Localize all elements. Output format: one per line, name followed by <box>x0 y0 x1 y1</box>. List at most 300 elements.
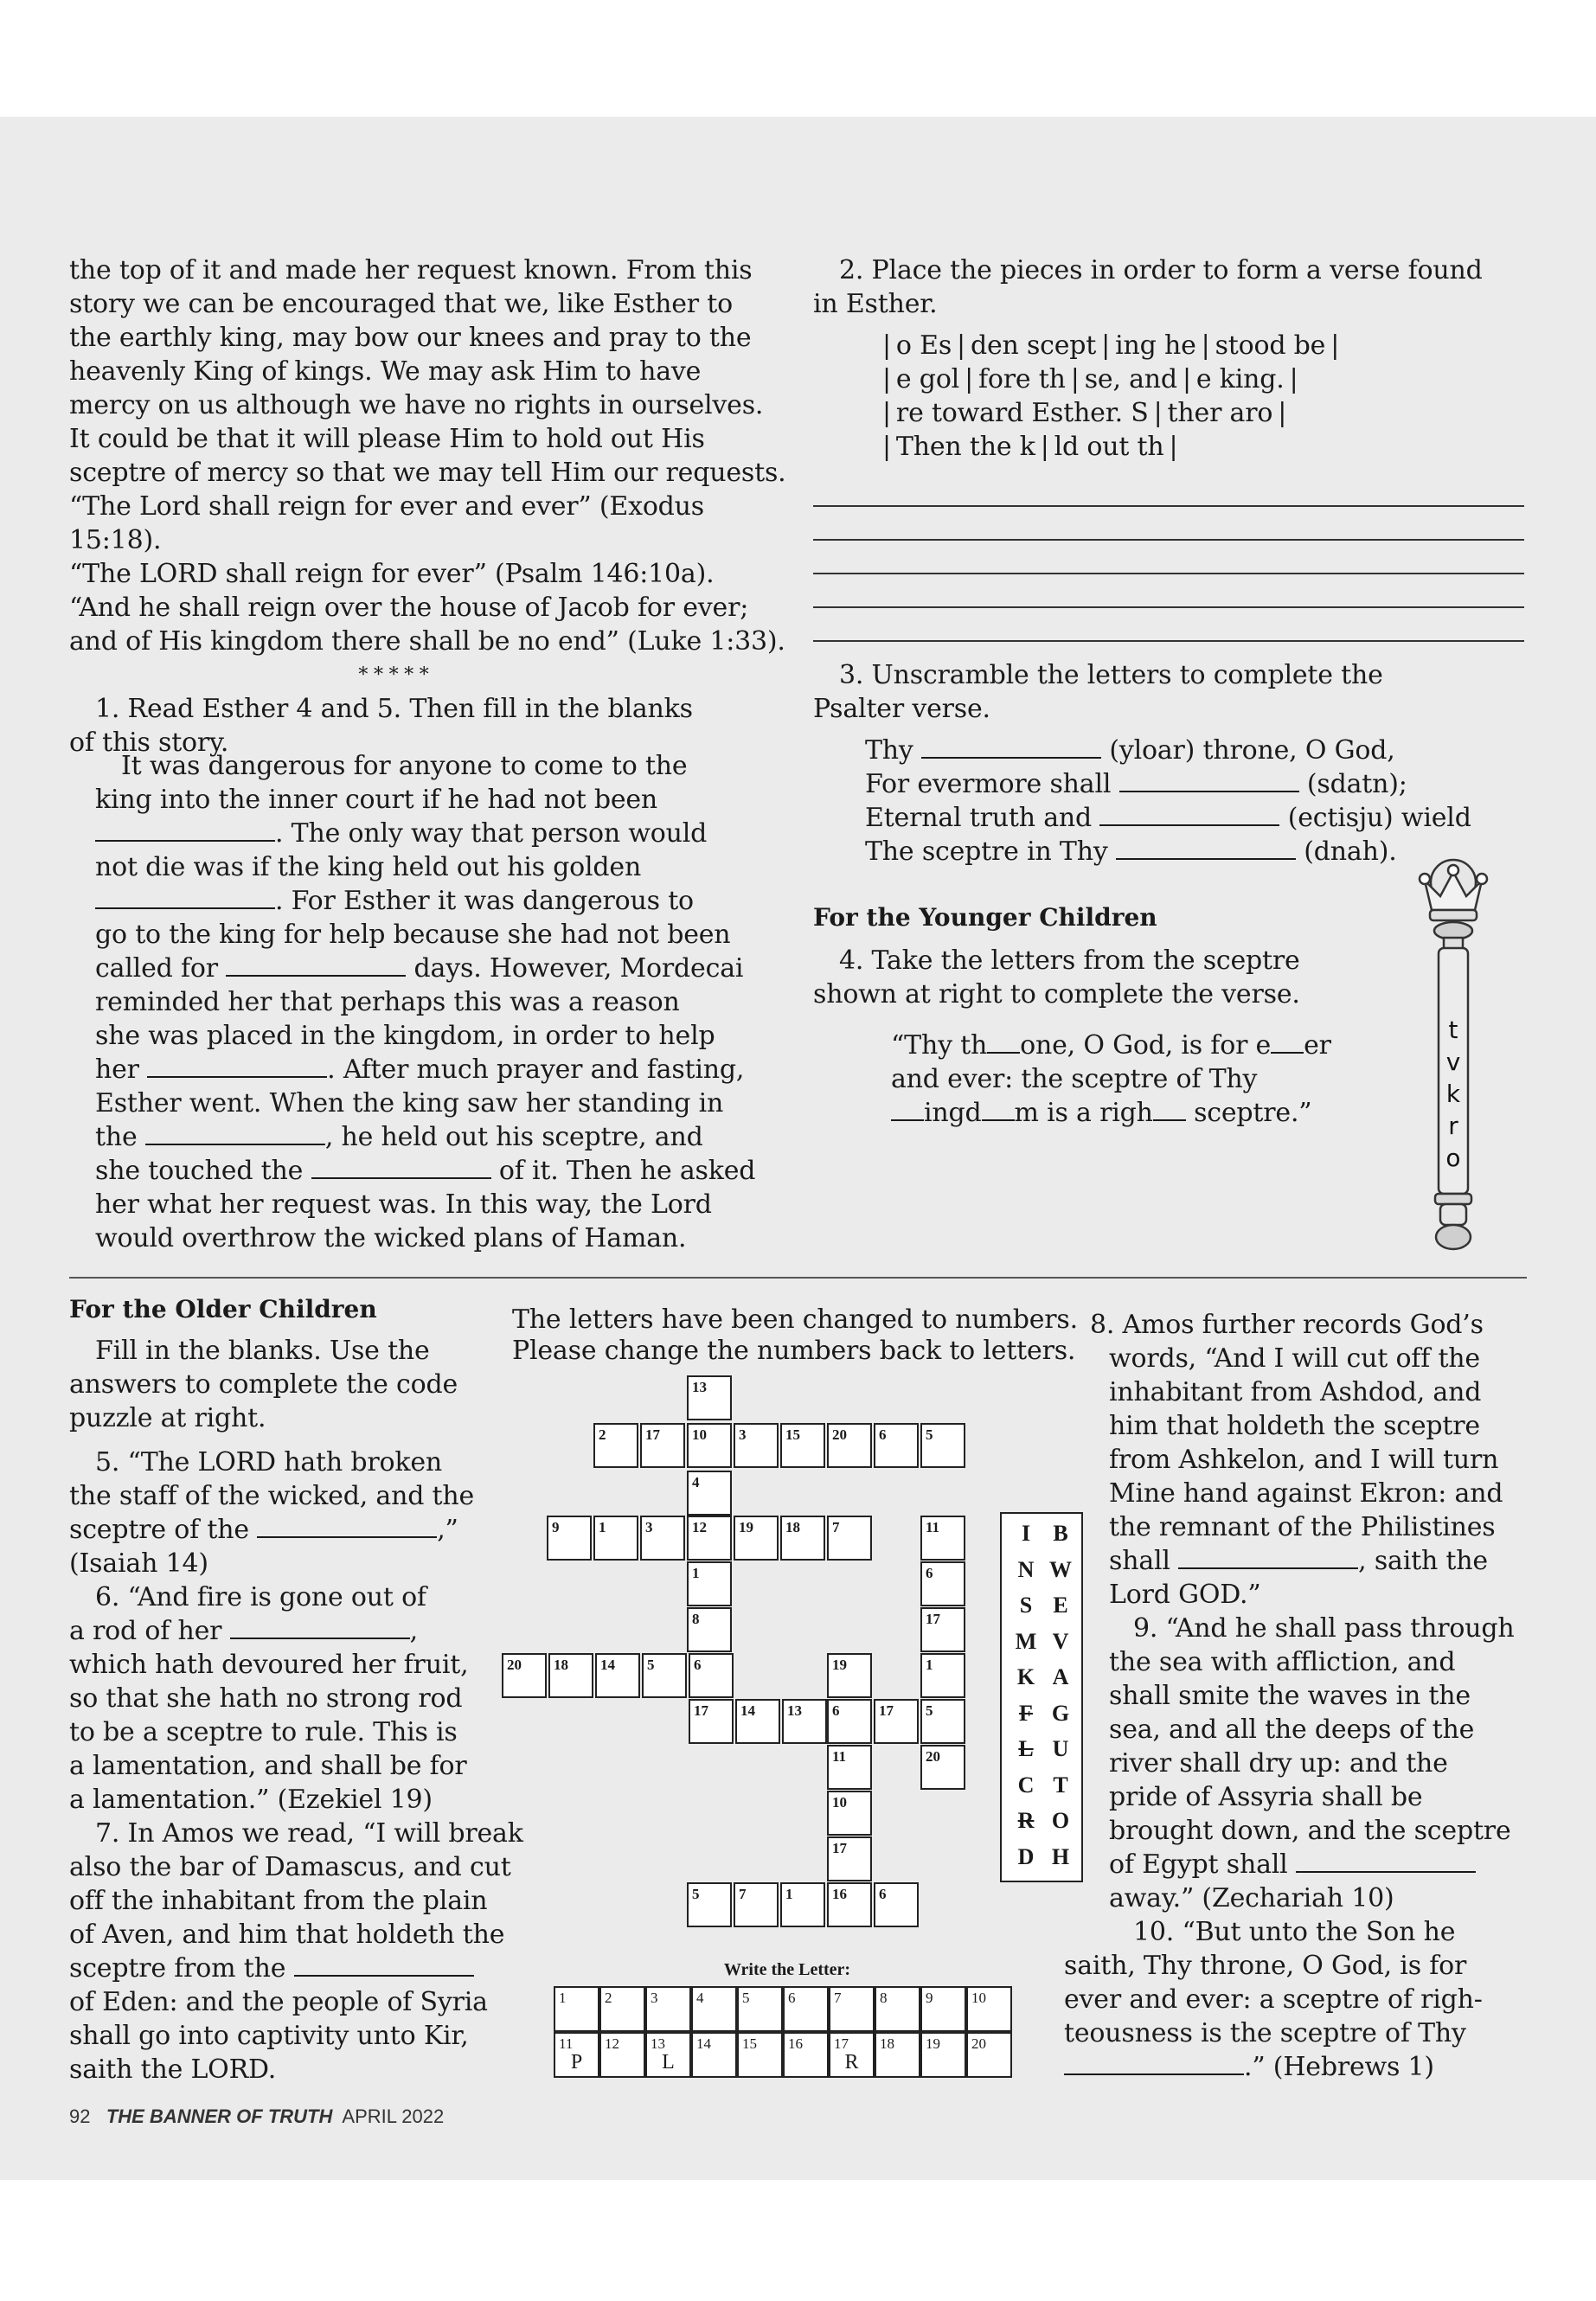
question-6: 6. “And fire is gone out of <box>95 1582 426 1612</box>
piece[interactable]: e gol <box>895 364 960 394</box>
puzzle-cell[interactable] <box>827 1423 872 1468</box>
puzzle-cell-number: 13 <box>787 1702 802 1719</box>
puzzle-cell[interactable] <box>920 1745 965 1790</box>
text-line: sceptre of mercy so that we may tell Him our requests. <box>69 458 786 488</box>
piece[interactable]: e king. <box>1195 364 1285 394</box>
psalter-line: For evermore shall (sdatn); <box>865 769 1407 799</box>
puzzle-cell-number: 14 <box>600 1657 615 1673</box>
question-3 <box>813 658 1531 726</box>
puzzle-cell-number: 17 <box>832 1840 847 1856</box>
puzzle-cell-number: 11 <box>926 1519 940 1535</box>
puzzle-cell-number: 12 <box>692 1519 707 1535</box>
letter-blank[interactable] <box>891 1099 924 1121</box>
puzzle-cell-number: 5 <box>692 1886 700 1902</box>
question-1: 1. Read Esther 4 and 5. Then fill in the blanks <box>95 694 693 724</box>
fill-blank[interactable] <box>95 817 275 842</box>
issue-date: APRIL 2022 <box>342 2106 445 2127</box>
question-7-line: of Aven, and him that holdeth the <box>69 1920 505 1950</box>
older-children-heading: For the Older Children <box>69 1295 377 1324</box>
puzzle-cell-number: 5 <box>926 1702 933 1719</box>
puzzle-cell-number: 8 <box>692 1611 700 1627</box>
fill-blank[interactable] <box>1099 802 1279 826</box>
text-line: It could be that it will please Him to hold out His <box>69 424 705 454</box>
fill-blank[interactable] <box>921 734 1101 759</box>
piece[interactable]: den scept <box>970 330 1097 361</box>
story-line: not die was if the king held out his golden <box>95 852 642 882</box>
story-line: . For Esther it was dangerous to <box>95 884 804 918</box>
key-letter: E <box>1053 1593 1068 1618</box>
verse-4-line: ingd m is a righ sceptre.” <box>891 1096 1375 1130</box>
story-line: she touched the of it. Then he asked <box>95 1156 756 1186</box>
pieces-row: | Then the k | ld out th | <box>882 432 1178 462</box>
sceptre-letter: t <box>1448 1016 1458 1044</box>
puzzle-cell[interactable] <box>734 1423 779 1468</box>
story-line: Esther went. When the king saw her standing in <box>95 1088 724 1118</box>
puzzle-cell[interactable] <box>687 1471 732 1516</box>
intro-line: answers to complete the code <box>69 1369 458 1400</box>
sceptre-crown-icon <box>1420 860 1487 950</box>
write-letter-cell[interactable] <box>829 2032 875 2078</box>
write-letter-number: 7 <box>834 1990 842 2006</box>
write-letter-number: 5 <box>742 1990 750 2006</box>
question-2-line: 2. Place the pieces in order to form a verse found <box>839 255 1483 285</box>
question-8-line: from Ashkelon, and I will turn <box>1109 1445 1499 1475</box>
instruction-line: The letters have been changed to numbers. <box>512 1304 1078 1335</box>
question-6-line: a rod of her , <box>69 1616 418 1646</box>
answer-line[interactable] <box>813 573 1524 574</box>
key-letter: M <box>1015 1628 1037 1654</box>
fill-blank[interactable] <box>145 1121 325 1145</box>
puzzle-cell[interactable] <box>827 1791 872 1836</box>
page-number: 92 <box>69 2106 91 2127</box>
write-letter-number: 13 <box>651 2035 665 2052</box>
key-letter: C <box>1017 1772 1035 1798</box>
write-letter-cell[interactable] <box>829 1986 875 2032</box>
page-footer <box>69 2106 444 2128</box>
pieces-row: | e gol | fore th | se, and | e king. | <box>882 364 1298 394</box>
key-letter: H <box>1051 1843 1070 1869</box>
puzzle-cell-number: 9 <box>552 1519 560 1535</box>
puzzle-cell[interactable] <box>687 1423 732 1468</box>
puzzle-cell[interactable] <box>640 1516 685 1561</box>
key-letter: N <box>1017 1556 1035 1582</box>
pieces-row: | o Es | den scept | ing he | stood be | <box>882 330 1340 361</box>
puzzle-cell[interactable] <box>548 1653 593 1698</box>
question-7-line: saith the LORD. <box>69 2054 277 2085</box>
puzzle-cell-number: 7 <box>739 1886 747 1902</box>
key-letter: W <box>1049 1556 1072 1582</box>
puzzle-cell-number: 19 <box>832 1657 847 1673</box>
puzzle-cell[interactable] <box>827 1836 872 1881</box>
puzzle-cell[interactable] <box>689 1653 734 1698</box>
question-8-line: him that holdeth the sceptre <box>1109 1411 1480 1441</box>
write-letter-value: L <box>662 2051 675 2073</box>
piece[interactable]: ing he <box>1115 330 1196 361</box>
question-3-line: Psalter verse. <box>813 694 990 724</box>
key-letter: V <box>1052 1628 1069 1654</box>
question-8-line: Mine hand against Ekron: and <box>1109 1478 1503 1509</box>
story-line: . The only way that person would <box>95 817 804 850</box>
puzzle-cell[interactable] <box>920 1516 965 1561</box>
question-8-line: Lord GOD.” <box>1109 1580 1261 1610</box>
story-line: the , he held out his sceptre, and <box>95 1122 703 1152</box>
write-letter-number: 1 <box>559 1990 567 2006</box>
puzzle-cell[interactable] <box>502 1653 547 1698</box>
sceptre-base-icon <box>1435 1194 1471 1249</box>
key-letter: R <box>1017 1808 1035 1833</box>
puzzle-cell[interactable] <box>827 1699 872 1744</box>
fill-blank[interactable] <box>257 1514 437 1538</box>
puzzle-cell-number: 7 <box>832 1519 840 1535</box>
puzzle-cell-number: 19 <box>739 1519 753 1535</box>
fill-blank[interactable] <box>147 1054 327 1078</box>
answer-line[interactable] <box>813 640 1524 642</box>
puzzle-cell[interactable] <box>642 1653 687 1698</box>
puzzle-cell[interactable] <box>689 1699 734 1744</box>
puzzle-cell[interactable] <box>827 1516 872 1561</box>
question-5-line: the staff of the wicked, and the <box>69 1481 475 1511</box>
question-10-line: saith, Thy throne, O God, is for <box>1064 1951 1467 1981</box>
puzzle-cell[interactable] <box>734 1882 779 1927</box>
question-8-line: the remnant of the Philistines <box>1109 1512 1496 1542</box>
write-letter-number: 18 <box>880 2035 894 2052</box>
write-letter-number: 15 <box>742 2035 757 2052</box>
write-letter-number: 10 <box>971 1990 986 2006</box>
write-letter-cell[interactable] <box>599 2032 645 2078</box>
puzzle-cell[interactable] <box>920 1423 965 1468</box>
puzzle-cell-number: 17 <box>926 1611 940 1627</box>
psalter-line: Thy (yloar) throne, O God, <box>865 735 1395 766</box>
answer-line[interactable] <box>813 606 1524 608</box>
write-letter-cell[interactable] <box>737 2032 783 2078</box>
text-line: and of His kingdom there shall be no end” (Luke 1:33). <box>69 626 785 657</box>
letter-blank[interactable] <box>982 1099 1015 1121</box>
write-letter-cell[interactable] <box>554 1986 599 2032</box>
piece[interactable]: Then the k <box>895 432 1035 462</box>
question-9: 9. “And he shall pass through <box>1133 1613 1515 1644</box>
key-letter: O <box>1051 1808 1070 1833</box>
puzzle-cell-number: 18 <box>785 1519 800 1535</box>
puzzle-cell[interactable] <box>874 1423 919 1468</box>
story-line: her what her request was. In this way, the Lord <box>95 1189 712 1220</box>
write-letter-cell[interactable] <box>645 2032 691 2078</box>
question-10-line: teousness is the sceptre of Thy <box>1064 2018 1466 2048</box>
write-letter-cell[interactable] <box>966 1986 1012 2032</box>
question-9-line: of Egypt shall <box>1064 1848 1548 1881</box>
verse-4-line: and ever: the sceptre of Thy <box>891 1064 1258 1094</box>
puzzle-cell-number: 20 <box>507 1657 522 1673</box>
puzzle-cell-number: 6 <box>832 1702 840 1719</box>
text-line: “And he shall reign over the house of Jacob for ever; <box>69 593 749 623</box>
answer-line[interactable] <box>813 539 1524 541</box>
puzzle-cell-number: 1 <box>785 1886 793 1902</box>
piece[interactable]: stood be <box>1215 330 1326 361</box>
piece[interactable]: ther aro <box>1167 398 1273 428</box>
fill-blank[interactable] <box>1116 836 1296 860</box>
write-letter-number: 3 <box>651 1990 658 2006</box>
section-divider <box>69 1277 1527 1279</box>
write-letter-value: P <box>570 2051 583 2073</box>
puzzle-cell[interactable] <box>782 1699 827 1744</box>
pieces-row: | re toward Esther. S | ther aro | <box>882 398 1287 428</box>
puzzle-cell[interactable] <box>920 1653 965 1698</box>
text-line: the top of it and made her request known. From this <box>69 255 753 285</box>
question-2 <box>813 253 1531 321</box>
puzzle-cell-number: 1 <box>599 1519 606 1535</box>
question-10-line: .” (Hebrews 1) <box>1064 2050 1548 2084</box>
fill-blank[interactable] <box>226 952 406 977</box>
story-line: her . After much prayer and fasting, <box>95 1054 745 1085</box>
puzzle-cell-number: 4 <box>692 1474 700 1490</box>
question-9-line: away.” (Zechariah 10) <box>1109 1883 1394 1913</box>
puzzle-cell[interactable] <box>780 1882 825 1927</box>
write-letter-number: 8 <box>880 1990 888 2006</box>
write-letter-cell[interactable] <box>599 1986 645 2032</box>
puzzle-cell-number: 13 <box>692 1379 707 1395</box>
puzzle-cell[interactable] <box>593 1516 638 1561</box>
write-letter-cell[interactable] <box>920 1986 966 2032</box>
question-6-line: which hath devoured her fruit, <box>69 1650 469 1680</box>
key-letter: T <box>1053 1772 1068 1798</box>
puzzle-cell-number: 16 <box>832 1886 847 1902</box>
puzzle-cell[interactable] <box>640 1423 685 1468</box>
key-letter: U <box>1052 1736 1069 1761</box>
key-letter: A <box>1052 1664 1069 1689</box>
puzzle-instructions <box>512 1304 1118 1367</box>
puzzle-cell[interactable] <box>735 1699 780 1744</box>
puzzle-cell-number: 1 <box>692 1565 700 1581</box>
puzzle-cell-number: 6 <box>879 1886 887 1902</box>
story-line: called for days. However, Mordecai <box>95 953 744 984</box>
key-letter: I <box>1021 1521 1031 1546</box>
question-6-line: a lamentation.” (Ezekiel 19) <box>69 1785 433 1815</box>
text-line: the earthly king, may bow our knees and pray to the <box>69 323 752 353</box>
key-letter: D <box>1017 1843 1035 1869</box>
question-3-line: 3. Unscramble the letters to complete the <box>839 660 1383 690</box>
question-6-line: a lamentation, and shall be for <box>69 1751 467 1781</box>
text-line: heavenly King of kings. We may ask Him to have <box>69 356 702 387</box>
puzzle-cell-number: 5 <box>926 1426 933 1443</box>
question-1-cont: of this story. <box>69 727 229 758</box>
write-letter-number: 19 <box>926 2035 940 2052</box>
fill-blank[interactable] <box>1064 2051 1244 2075</box>
question-7-line: also the bar of Damascus, and cut <box>69 1852 511 1882</box>
puzzle-cell-number: 10 <box>692 1426 707 1443</box>
puzzle-cell-number: 3 <box>645 1519 653 1535</box>
question-4 <box>813 944 1419 1011</box>
key-letter: L <box>1018 1736 1034 1761</box>
question-9-line: shall smite the waves in the <box>1109 1681 1471 1711</box>
question-8-line: inhabitant from Ashdod, and <box>1109 1377 1482 1407</box>
younger-children-heading: For the Younger Children <box>813 903 1157 932</box>
question-6-line: to be a sceptre to rule. This is <box>69 1717 458 1747</box>
write-letter-value: R <box>844 2051 859 2073</box>
puzzle-cell-number: 20 <box>832 1426 847 1443</box>
puzzle-cell[interactable] <box>547 1516 592 1561</box>
letter-blank[interactable] <box>1271 1031 1304 1054</box>
older-intro <box>69 1334 554 2086</box>
write-letter-cell[interactable] <box>645 1986 691 2032</box>
puzzle-cell[interactable] <box>920 1607 965 1652</box>
write-letter-cell[interactable] <box>554 2032 599 2078</box>
key-letter: B <box>1053 1521 1068 1546</box>
fill-blank[interactable] <box>1119 768 1299 792</box>
puzzle-cell[interactable] <box>780 1516 825 1561</box>
puzzle-cell[interactable] <box>780 1423 825 1468</box>
puzzle-cell[interactable] <box>687 1516 732 1561</box>
write-letter-number: 11 <box>559 2035 574 2052</box>
piece[interactable]: se, and <box>1084 364 1177 394</box>
write-letter-cell[interactable] <box>875 2032 920 2078</box>
question-9-line: brought down, and the sceptre <box>1109 1816 1511 1846</box>
fill-blank[interactable] <box>311 1155 491 1179</box>
puzzle-cell-number: 17 <box>879 1702 894 1719</box>
write-letter-number: 14 <box>696 2035 711 2052</box>
puzzle-cell[interactable] <box>734 1516 779 1561</box>
puzzle-cell-number: 18 <box>554 1657 568 1673</box>
puzzle-cell-number: 2 <box>599 1426 606 1443</box>
write-letter-cell[interactable] <box>691 1986 737 2032</box>
intro-line: Fill in the blanks. Use the <box>95 1336 430 1366</box>
puzzle-cell[interactable] <box>920 1699 965 1744</box>
text-line: mercy on us although we have no rights in ourselves. <box>69 390 764 420</box>
puzzle-cell[interactable] <box>687 1561 732 1606</box>
story-line: king into the inner court if he had not been <box>95 785 658 815</box>
question-7-line: sceptre from the <box>69 1952 554 1985</box>
story-line: It was dangerous for anyone to come to the <box>121 751 688 781</box>
question-4-line: shown at right to complete the verse. <box>813 979 1300 1009</box>
write-letter-number: 12 <box>605 2035 619 2052</box>
puzzle-cell-number: 10 <box>832 1794 847 1811</box>
write-letter-number: 9 <box>926 1990 933 2006</box>
text-line: “The Lord shall reign for ever and ever” (Exodus 15:18). <box>69 491 704 555</box>
puzzle-cell[interactable] <box>595 1653 640 1698</box>
story-block <box>95 749 804 1255</box>
write-letter-number: 16 <box>788 2035 803 2052</box>
story-line: would overthrow the wicked plans of Haman. <box>95 1223 687 1253</box>
write-letter-cell[interactable] <box>875 1986 920 2032</box>
question-5: 5. “The LORD hath broken <box>95 1447 442 1477</box>
write-letter-number: 2 <box>605 1990 612 2006</box>
psalter-line: Eternal truth and (ectisju) wield <box>865 803 1471 833</box>
question-5-line: sceptre of the ,” <box>69 1515 458 1545</box>
puzzle-cell[interactable] <box>874 1699 919 1744</box>
puzzle-cell-number: 15 <box>785 1426 800 1443</box>
question-7: 7. In Amos we read, “I will break <box>95 1818 523 1849</box>
psalter-verse <box>865 734 1540 868</box>
write-letter-number: 6 <box>788 1990 796 2006</box>
key-letter: K <box>1016 1664 1035 1689</box>
puzzle-cell-number: 20 <box>926 1748 940 1765</box>
story-line: she was placed in the kingdom, in order to help <box>95 1021 715 1051</box>
puzzle-cell-number: 1 <box>926 1657 933 1673</box>
question-8: 8. Amos further records God’s <box>1090 1310 1484 1340</box>
question-6-line: so that she hath no strong rod <box>69 1683 463 1714</box>
sceptre-letter: o <box>1445 1144 1461 1172</box>
story-line: reminded her that perhaps this was a reason <box>95 987 680 1017</box>
puzzle-cell[interactable] <box>874 1882 919 1927</box>
write-letter-cell[interactable] <box>691 2032 737 2078</box>
question-9-line: pride of Assyria shall be <box>1109 1782 1423 1812</box>
piece[interactable]: re toward Esther. S <box>895 398 1149 428</box>
question-8-line: words, “And I will cut off the <box>1109 1343 1480 1374</box>
puzzle-cell-number: 6 <box>879 1426 887 1443</box>
key-letter: S <box>1019 1593 1033 1618</box>
question-9-line: sea, and all the deeps of the <box>1109 1715 1475 1745</box>
write-letter-cell[interactable] <box>966 2032 1012 2078</box>
write-letter-cell[interactable] <box>920 2032 966 2078</box>
question-4-line: 4. Take the letters from the sceptre <box>839 945 1300 976</box>
text-line: story we can be encouraged that we, like Esther to <box>69 289 733 319</box>
fill-blank[interactable] <box>1296 1849 1476 1873</box>
fill-blank[interactable] <box>95 885 275 909</box>
puzzle-cell-number: 17 <box>645 1426 660 1443</box>
verse-4-line: “Thy th one, O God, is for e er <box>891 1030 1331 1061</box>
key-letter: G <box>1051 1700 1070 1726</box>
puzzle-cell-number: 14 <box>740 1702 755 1719</box>
puzzle-cell-number: 6 <box>926 1565 933 1581</box>
write-letter-number: 4 <box>696 1990 704 2006</box>
write-letter-cell[interactable] <box>783 1986 829 2032</box>
letter-blank[interactable] <box>987 1031 1020 1054</box>
puzzle-cell-number: 6 <box>694 1657 702 1673</box>
puzzle-cell[interactable] <box>827 1882 872 1927</box>
magazine-title: THE BANNER OF TRUTH <box>106 2106 333 2127</box>
question-2-line: in Esther. <box>813 289 938 319</box>
puzzle-cell-number: 3 <box>739 1426 747 1443</box>
verse-pieces <box>882 329 1540 464</box>
write-letter-cell[interactable] <box>737 1986 783 2032</box>
question-7-line: shall go into captivity unto Kir, <box>69 2021 469 2051</box>
piece[interactable]: o Es <box>895 330 952 361</box>
left-top-paragraph <box>69 253 796 760</box>
piece[interactable]: fore th <box>978 364 1066 394</box>
sceptre-letter: v <box>1445 1048 1461 1076</box>
piece[interactable]: ld out th <box>1054 432 1164 462</box>
fill-blank[interactable] <box>294 1952 474 1977</box>
puzzle-cell-number: 11 <box>832 1748 847 1765</box>
puzzle-cell[interactable] <box>687 1607 732 1652</box>
question-9-line: river shall dry up: and the <box>1109 1748 1448 1779</box>
puzzle-cell[interactable] <box>920 1561 965 1606</box>
fill-blank[interactable] <box>230 1615 410 1639</box>
sceptre-letters <box>1439 1014 1468 1174</box>
answer-line[interactable] <box>813 505 1524 507</box>
question-7-line: off the inhabitant from the plain <box>69 1886 488 1916</box>
puzzle-cell[interactable] <box>593 1423 638 1468</box>
section-stars: * * * * * <box>358 664 429 686</box>
instruction-line: Please change the numbers back to letters. <box>512 1336 1076 1366</box>
psalter-line: The sceptre in Thy (dnah). <box>865 836 1397 867</box>
question-7-line: of Eden: and the people of Syria <box>69 1987 488 2017</box>
fill-blank[interactable] <box>1178 1545 1358 1569</box>
letter-blank[interactable] <box>1153 1099 1186 1121</box>
puzzle-cell-number: 17 <box>694 1702 708 1719</box>
question-10: 10. “But unto the Son he <box>1133 1917 1456 1947</box>
sceptre-letter: r <box>1448 1112 1458 1140</box>
question-8-line: shall , saith the <box>1109 1546 1488 1576</box>
puzzle-cell-number: 5 <box>647 1657 655 1673</box>
intro-line: puzzle at right. <box>69 1403 266 1433</box>
question-5-line: (Isaiah 14) <box>69 1548 208 1579</box>
write-letter-number: 20 <box>971 2035 986 2052</box>
puzzle-cell[interactable] <box>687 1375 732 1420</box>
write-letter-number: 17 <box>834 2035 849 2052</box>
puzzle-cell[interactable] <box>827 1653 872 1698</box>
puzzle-cell[interactable] <box>687 1882 732 1927</box>
puzzle-cell[interactable] <box>827 1745 872 1790</box>
write-letter-cell[interactable] <box>783 2032 829 2078</box>
